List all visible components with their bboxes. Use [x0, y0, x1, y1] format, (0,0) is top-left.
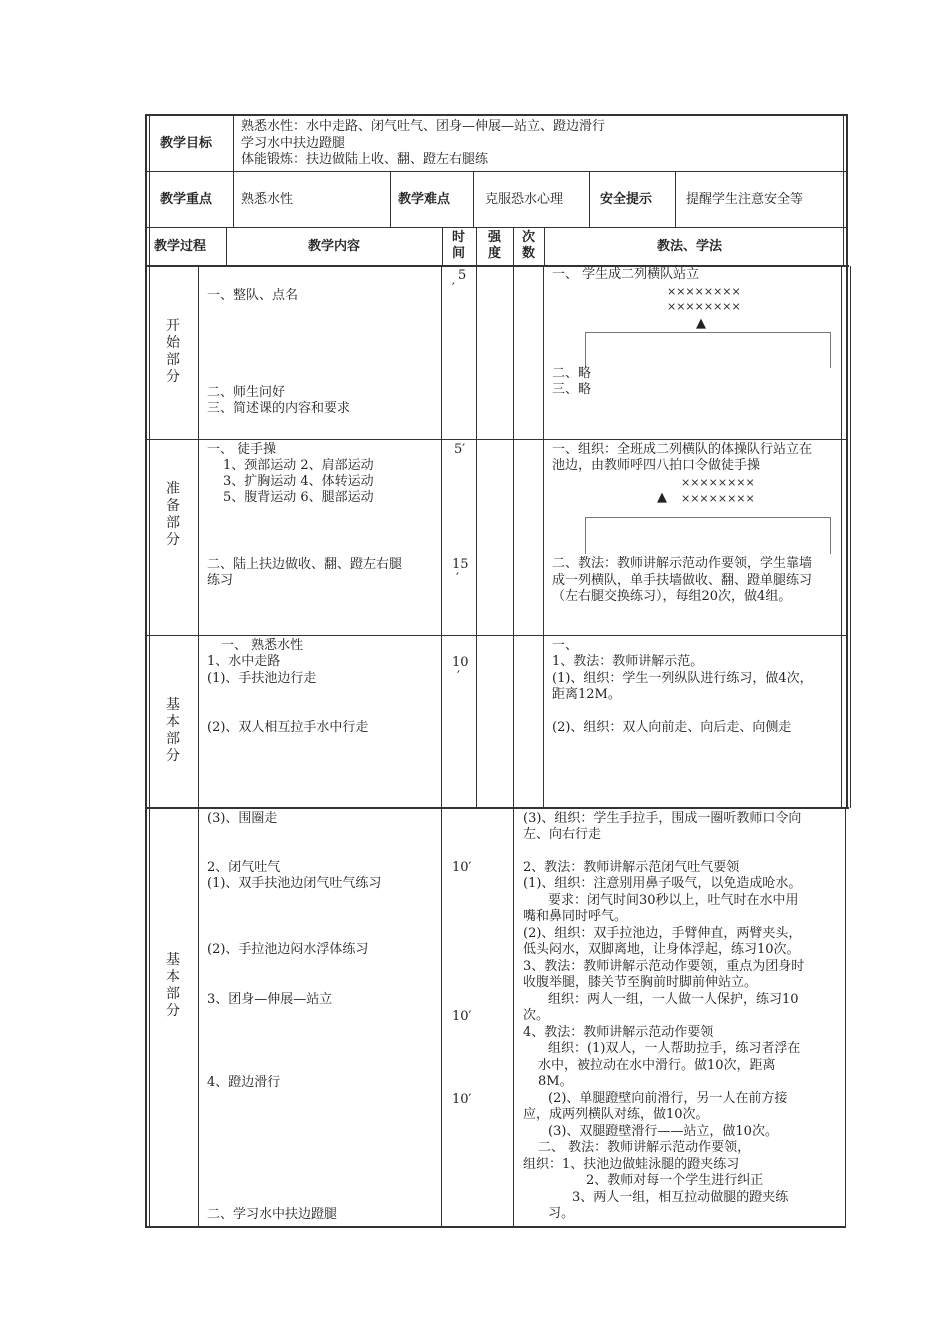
basic2-method-11: 组织：两人一组，一人做一人保护，练习10	[548, 992, 799, 1007]
basic1-content-2: 1、水中走路	[207, 654, 281, 669]
section-basic1-title: 基本部分	[166, 697, 180, 764]
basic1-time-1: 10	[452, 655, 469, 670]
start-teacher-mark: ▲	[696, 316, 706, 331]
prep-content-6: 练习	[207, 573, 234, 588]
start-content-1: 一、整队、点名	[207, 288, 299, 303]
col-process-body	[198, 266, 199, 1227]
prep-content-1: 一、 徒手操	[207, 442, 277, 457]
table-border-left	[145, 114, 147, 1228]
table-border-left-inner	[149, 114, 150, 1228]
difficulty-value: 克服恐水心理	[485, 192, 564, 207]
col-intensity-label-1: 强	[488, 230, 502, 245]
basic1-method-5: (2)、组织：双人向前走、向后走、向侧走	[552, 720, 792, 735]
basic1-method-3: (1)、组织：学生一列纵队进行练习，做4次，	[552, 671, 813, 686]
basic2-time-a: 10′	[452, 860, 472, 875]
table-border-right-outer	[846, 114, 848, 266]
prep-method-3: 二、教法：教师讲解示范动作要领，学生靠墙	[552, 556, 813, 571]
basic2-content-4: (2)、手拉池边闷水浮体练习	[207, 942, 369, 957]
key-value: 熟悉水性	[241, 192, 294, 207]
col-method-label: 教法、学法	[657, 239, 723, 254]
row-line-1	[147, 171, 846, 172]
prep-time-a: 5′	[454, 442, 466, 457]
prep-method-4: 成一列横队，单手扶墙做收、翻、蹬单腿练习	[552, 573, 813, 588]
basic2-time-b: 10′	[452, 1009, 472, 1024]
basic2-method-3: 2、教法：教师讲解示范闭气吐气要领	[523, 860, 740, 875]
prep-pool-outline	[585, 517, 831, 554]
start-time-1: 5	[458, 268, 467, 283]
start-time-2: ′	[452, 281, 455, 296]
start-formation-1: ××××××××	[667, 285, 741, 298]
prep-method-2: 池边，由教师呼四八拍口令做徒手操	[552, 458, 761, 473]
col-difficulty-value	[589, 171, 590, 227]
section-prep-title: 准备部分	[166, 481, 180, 548]
col-method-body	[543, 266, 544, 808]
start-method-2: 二、略	[552, 366, 592, 381]
prep-formation-2: ××××××××	[681, 492, 755, 505]
row-line-4	[147, 439, 847, 440]
col-safety-label	[675, 171, 676, 227]
prep-time-b-2: ′	[456, 571, 459, 586]
basic2-method-16: 8M。	[538, 1074, 573, 1089]
safety-label: 安全提示	[600, 192, 653, 207]
table-border-top	[145, 114, 847, 116]
basic2-method-4: (1)、组织：注意别用鼻子吸气，以免造成呛水。	[523, 876, 802, 891]
start-formation-2: ××××××××	[667, 300, 741, 313]
table-border-right-2	[846, 266, 848, 808]
start-pool-outline	[585, 332, 831, 368]
basic2-method-6: 嘴和鼻同时呼气。	[523, 909, 628, 924]
basic2-method-5: 要求：闭气时间30秒以上，吐气时在水中用	[548, 893, 799, 908]
basic1-method-4: 距离12M。	[552, 687, 621, 702]
col-goal-label	[233, 115, 234, 227]
basic2-method-17: (2)、单腿蹬壁向前滑行，另一人在前方接	[548, 1091, 788, 1106]
prep-content-4: 5、腹背运动 6、腿部运动	[223, 490, 374, 505]
goal-label: 教学目标	[160, 136, 213, 151]
basic1-content-3: (1)、手扶池边行走	[207, 671, 317, 686]
row-line-6	[147, 807, 849, 809]
basic2-content-5: 3、团身—伸展—站立	[207, 992, 333, 1007]
col-intensity-body	[476, 266, 477, 808]
basic1-method-2: 1、教法：教师讲解示范。	[552, 654, 704, 669]
basic2-method-1: (3)、组织：学生手拉手，围成一圈听教师口令向	[523, 811, 802, 826]
basic2-content-1: (3)、围圈走	[207, 811, 278, 826]
col-method-body-r	[841, 266, 842, 808]
basic2-method-22: 2、教师对每一个学生进行纠正	[586, 1173, 764, 1188]
col-intensity-label-2: 度	[488, 246, 502, 261]
goal-line-1: 熟悉水性：水中走路、闭气吐气、团身—伸展—站立、蹬边滑行	[241, 119, 606, 134]
col-difficulty-label	[473, 171, 474, 227]
col-count-body	[513, 266, 514, 1227]
basic2-method-23: 3、两人一组，相互拉动做腿的蹬夹练	[572, 1190, 789, 1205]
key-label: 教学重点	[160, 192, 213, 207]
basic2-method-10: 收腹举腿，膝关节至胸前时脚前伸站立。	[523, 975, 758, 990]
basic2-method-14: 组织：(1)双人，一人帮助拉手，练习者浮在	[548, 1041, 801, 1056]
basic2-content-2: 2、闭气吐气	[207, 860, 281, 875]
basic2-time-c: 10′	[452, 1092, 472, 1107]
prep-content-5: 二、陆上扶边做收、翻、蹬左右腿	[207, 557, 403, 572]
basic1-time-2: ′	[457, 669, 460, 684]
section-basic2-title: 基本部分	[166, 952, 180, 1019]
start-method-1: 一、 学生成二列横队站立	[552, 267, 700, 282]
row-line-5	[147, 635, 847, 636]
basic2-method-12: 次。	[523, 1008, 550, 1023]
col-time-hdr	[442, 227, 443, 266]
col-method-hdr	[544, 227, 545, 266]
col-process-label: 教学过程	[154, 239, 207, 254]
prep-content-3: 3、扩胸运动 4、体转运动	[223, 474, 374, 489]
prep-formation-1: ××××××××	[681, 476, 755, 489]
basic2-method-21: 组织：1、扶池边做蛙泳腿的蹬夹练习	[523, 1157, 740, 1172]
basic2-method-20: 二、 教法：教师讲解示范动作要领，	[538, 1140, 751, 1155]
col-time-label-2: 间	[452, 246, 466, 261]
basic1-content-4: (2)、双人相互拉手水中行走	[207, 720, 369, 735]
table-border-right-2b	[850, 266, 851, 808]
basic2-content-3: (1)、双手扶池边闭气吐气练习	[207, 876, 382, 891]
start-method-3: 三、略	[552, 382, 592, 397]
basic2-method-2: 左、向右行走	[523, 827, 602, 842]
prep-method-1: 一、组织：全班成二列横队的体操队行站立在	[552, 442, 813, 457]
prep-time-b-1: 15	[452, 557, 469, 572]
goal-line-2: 学习水中扶边蹬腿	[241, 136, 346, 151]
prep-teacher-mark: ▲	[657, 490, 667, 505]
safety-value: 提醒学生注意安全等	[686, 192, 804, 207]
row-line-bottom	[145, 1226, 846, 1228]
col-count-hdr	[513, 227, 514, 266]
col-content-label: 教学内容	[308, 239, 361, 254]
basic2-method-8: 低头闷水，双脚离地，让身体浮起，练习10次。	[523, 942, 800, 957]
row-line-2	[147, 227, 846, 228]
basic1-method-1: 一、	[552, 638, 579, 653]
start-content-2: 二、师生问好	[207, 385, 286, 400]
basic2-method-15: 水中，被拉动在水中滑行。做10次，距离	[538, 1058, 776, 1073]
col-process-hdr	[226, 227, 227, 266]
basic2-content-6: 4、蹬边滑行	[207, 1075, 281, 1090]
basic2-content-7: 二、学习水中扶边蹬腿	[207, 1207, 338, 1222]
basic2-method-24: 习。	[548, 1206, 575, 1221]
basic1-content-1: 一、 熟悉水性	[221, 638, 304, 653]
basic2-method-13: 4、教法：教师讲解示范动作要领	[523, 1025, 714, 1040]
table-border-right-3	[845, 808, 846, 1228]
col-intensity-hdr	[476, 227, 477, 266]
basic2-method-7: (2)、组织：双手拉池边，手臂伸直，两臂夹头，	[523, 926, 802, 941]
difficulty-label: 教学难点	[398, 192, 451, 207]
col-time-body	[441, 266, 442, 1227]
col-count-label-1: 次	[522, 230, 536, 245]
table-border-right	[843, 114, 844, 266]
basic2-method-9: 3、教法：教师讲解示范动作要领，重点为团身时	[523, 959, 805, 974]
col-count-label-2: 数	[522, 246, 536, 261]
col-key-value	[390, 171, 391, 227]
prep-content-2: 1、颈部运动 2、肩部运动	[223, 458, 374, 473]
basic2-method-18: 应，成两列横队对练，做10次。	[523, 1107, 709, 1122]
goal-line-3: 体能锻炼：扶边做陆上收、翻、蹬左右腿练	[241, 152, 489, 167]
col-time-label-1: 时	[452, 230, 466, 245]
start-content-3: 三、简述课的内容和要求	[207, 401, 351, 416]
prep-method-5: （左右腿交换练习），每组20次，做4组。	[552, 589, 792, 604]
section-start-title: 开始部分	[166, 318, 180, 385]
basic2-method-19: (3)、双腿蹬壁滑行——站立，做10次。	[548, 1124, 778, 1139]
row-line-3	[147, 265, 849, 267]
